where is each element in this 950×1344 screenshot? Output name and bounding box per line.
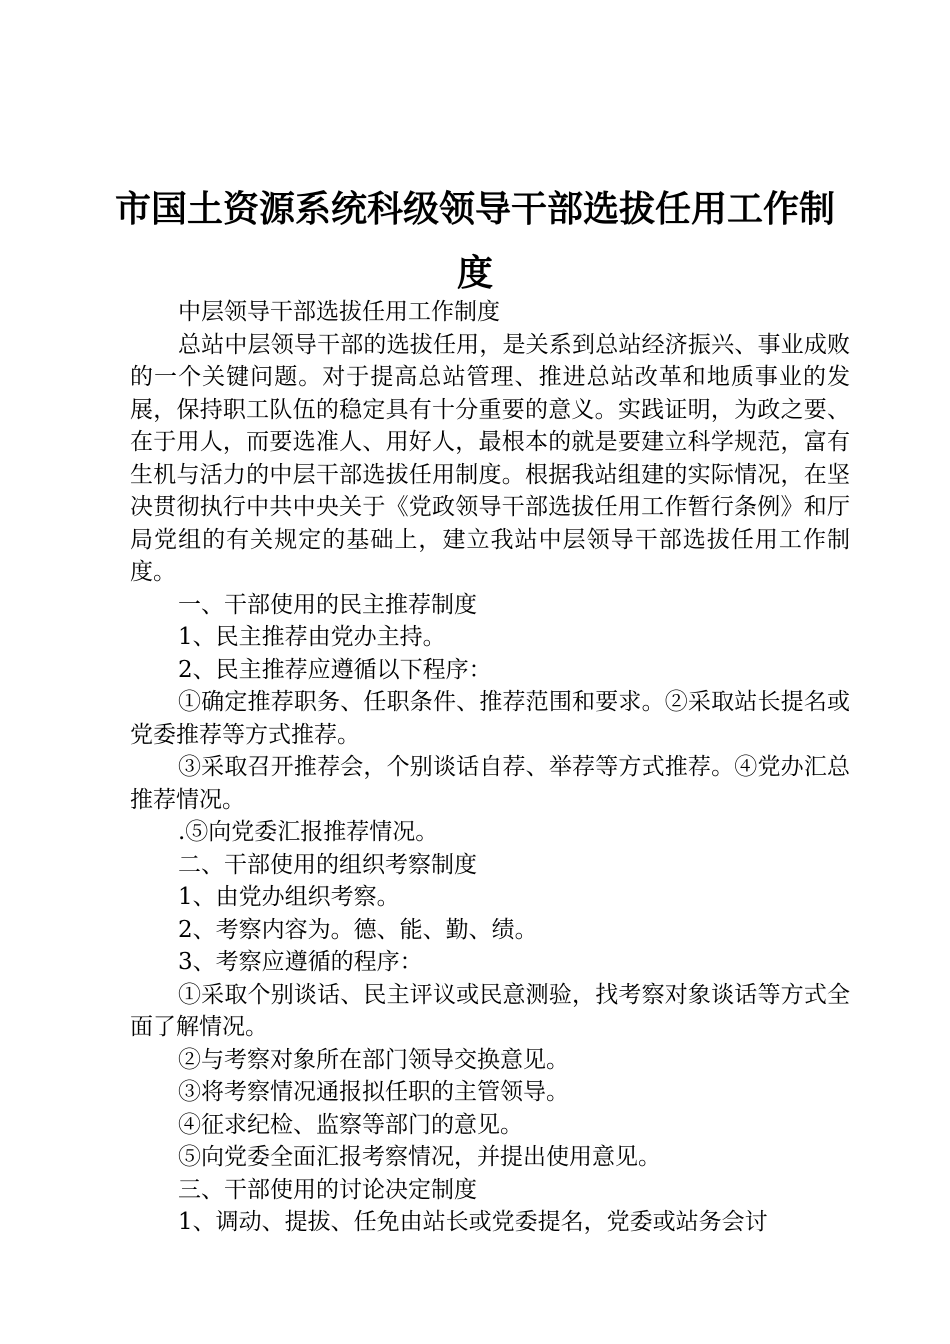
section-heading-2: 二、干部使用的组织考察制度	[178, 851, 477, 878]
paragraph: ②与考察对象所在部门领导交换意见。	[178, 1046, 569, 1073]
document-title: 市国土资源系统科级领导干部选拔任用工作制度	[114, 189, 835, 294]
paragraph: ①确定推荐职务、任职条件、推荐范围和要求。②采取站长提名或党委推荐等方式推荐。	[130, 689, 850, 748]
section-heading-3: 三、干部使用的讨论决定制度	[178, 1176, 477, 1203]
paragraph: ⑤向党委全面汇报考察情况，并提出使用意见。	[178, 1144, 661, 1170]
document-body	[130, 296, 850, 1239]
section-heading-1: 一、干部使用的民主推荐制度	[178, 591, 477, 618]
paragraph: .⑤向党委汇报推荐情况。	[178, 819, 439, 845]
paragraph: ③采取召开推荐会，个别谈话自荐、举荐等方式推荐。④党办汇总推荐情况。	[130, 754, 850, 813]
paragraph: ③将考察情况通报拟任职的主管领导。	[178, 1079, 569, 1105]
paragraph: 1、民主推荐由党办主持。	[178, 624, 446, 650]
paragraph: 2、民主推荐应遵循以下程序：	[178, 656, 492, 683]
paragraph: ④征求纪检、监察等部门的意见。	[178, 1111, 523, 1138]
paragraph: ①采取个别谈话、民主评议或民意测验，找考察对象谈话等方式全面了解情况。	[130, 981, 850, 1040]
paragraph-intro: 总站中层领导干部的选拔任用，是关系到总站经济振兴、事业成败的一个关键问题。对于提高总站管理、推进总站改革和地质事业的发展，保持职工队伍的稳定具有十分重要的意义。实践证明，为政之要、在于用人，而要选准人、用好人，最根本的就是要建立科学规范，富有生机与活力的中层干部选拔任用制度。根据我站组建的实际情况，在坚决贯彻执行中共中央关于《党政领导干部选拔任用工作暂行条例》和厅局党组的有关规定的基础上，建立我站中层领导干部选拔任用工作制度。	[130, 331, 850, 585]
paragraph: 1、调动、提拔、任免由站长或党委提名，党委或站务会讨	[178, 1209, 768, 1235]
paragraph: 3、考察应遵循的程序：	[178, 949, 423, 975]
paragraph-heading: 中层领导干部选拔任用工作制度	[178, 299, 500, 325]
paragraph: 2、考察内容为。德、能、勤、绩。	[178, 916, 538, 943]
paragraph: 1、由党办组织考察。	[178, 884, 400, 910]
